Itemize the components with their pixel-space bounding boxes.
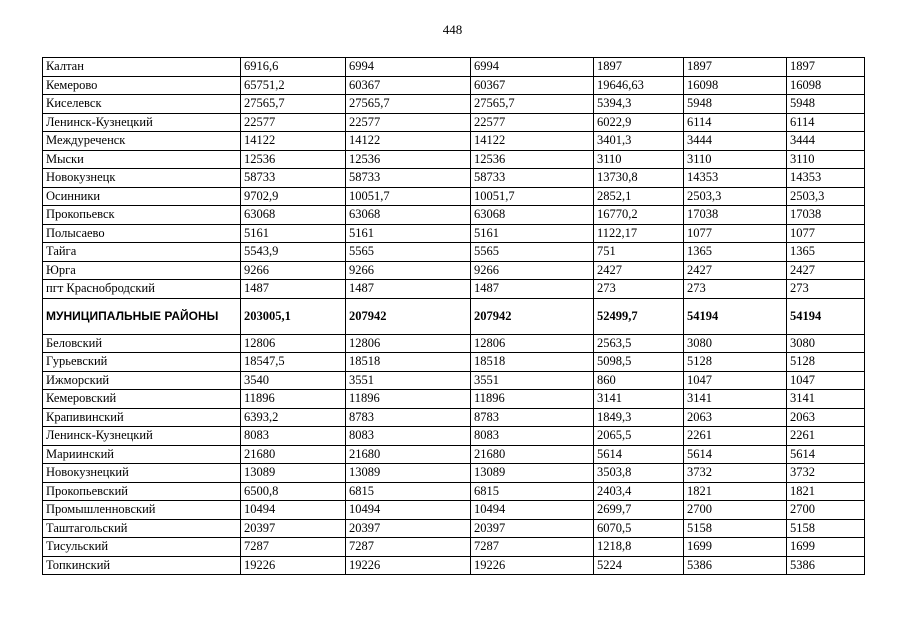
value-cell-v1: 8083	[241, 427, 346, 446]
row-name-cell: Новокузнецкий	[43, 464, 241, 483]
value-cell-v6: 1077	[787, 224, 865, 243]
value-cell-v4: 16770,2	[594, 206, 684, 225]
value-cell-v4: 1897	[594, 58, 684, 77]
value-cell-v6: 54194	[787, 298, 865, 334]
value-cell-v3: 6815	[471, 482, 594, 501]
table-row	[43, 427, 865, 446]
row-name-cell: Беловский	[43, 334, 241, 353]
row-name-cell: Ленинск-Кузнецкий	[43, 427, 241, 446]
value-cell-v4: 2563,5	[594, 334, 684, 353]
value-cell-v4: 3503,8	[594, 464, 684, 483]
value-cell-v5: 2261	[684, 427, 787, 446]
row-name-cell: Прокопьевск	[43, 206, 241, 225]
table-row	[43, 556, 865, 575]
value-cell-v1: 19226	[241, 556, 346, 575]
value-cell-v6: 1699	[787, 538, 865, 557]
row-name-cell: Юрга	[43, 261, 241, 280]
value-cell-v6: 3444	[787, 132, 865, 151]
value-cell-v2: 207942	[346, 298, 471, 334]
value-cell-v6: 5948	[787, 95, 865, 114]
table-row	[43, 408, 865, 427]
value-cell-v5: 3444	[684, 132, 787, 151]
value-cell-v4: 1122,17	[594, 224, 684, 243]
value-cell-v1: 5543,9	[241, 243, 346, 262]
value-cell-v1: 203005,1	[241, 298, 346, 334]
value-cell-v4: 3401,3	[594, 132, 684, 151]
value-cell-v3: 1487	[471, 280, 594, 299]
row-name-cell: Полысаево	[43, 224, 241, 243]
row-name-cell: Новокузнецк	[43, 169, 241, 188]
value-cell-v3: 18518	[471, 353, 594, 372]
value-cell-v6: 3141	[787, 390, 865, 409]
value-cell-v5: 5386	[684, 556, 787, 575]
value-cell-v4: 751	[594, 243, 684, 262]
value-cell-v3: 14122	[471, 132, 594, 151]
row-name-cell: Междуреченск	[43, 132, 241, 151]
table-row	[43, 243, 865, 262]
table-row	[43, 482, 865, 501]
value-cell-v6: 5158	[787, 519, 865, 538]
table-row	[43, 169, 865, 188]
value-cell-v3: 60367	[471, 76, 594, 95]
value-cell-v6: 2427	[787, 261, 865, 280]
row-name-cell: Киселевск	[43, 95, 241, 114]
value-cell-v1: 6500,8	[241, 482, 346, 501]
row-name-cell: Топкинский	[43, 556, 241, 575]
row-name-cell: Гурьевский	[43, 353, 241, 372]
value-cell-v4: 2699,7	[594, 501, 684, 520]
value-cell-v4: 3110	[594, 150, 684, 169]
value-cell-v5: 2700	[684, 501, 787, 520]
value-cell-v4: 3141	[594, 390, 684, 409]
value-cell-v2: 6994	[346, 58, 471, 77]
value-cell-v3: 22577	[471, 113, 594, 132]
value-cell-v6: 3080	[787, 334, 865, 353]
row-name-cell: Кемерово	[43, 76, 241, 95]
value-cell-v2: 12806	[346, 334, 471, 353]
value-cell-v3: 3551	[471, 371, 594, 390]
value-cell-v5: 14353	[684, 169, 787, 188]
value-cell-v4: 6070,5	[594, 519, 684, 538]
table-row	[43, 353, 865, 372]
value-cell-v5: 1047	[684, 371, 787, 390]
table-row	[43, 501, 865, 520]
value-cell-v2: 22577	[346, 113, 471, 132]
value-cell-v5: 16098	[684, 76, 787, 95]
value-cell-v4: 5224	[594, 556, 684, 575]
value-cell-v1: 11896	[241, 390, 346, 409]
value-cell-v2: 7287	[346, 538, 471, 557]
value-cell-v2: 19226	[346, 556, 471, 575]
value-cell-v2: 18518	[346, 353, 471, 372]
value-cell-v5: 54194	[684, 298, 787, 334]
value-cell-v2: 13089	[346, 464, 471, 483]
value-cell-v4: 19646,63	[594, 76, 684, 95]
value-cell-v6: 1821	[787, 482, 865, 501]
value-cell-v1: 9702,9	[241, 187, 346, 206]
row-name-cell: Мариинский	[43, 445, 241, 464]
table-row	[43, 113, 865, 132]
row-name-cell: Калтан	[43, 58, 241, 77]
value-cell-v5: 2503,3	[684, 187, 787, 206]
table-row	[43, 390, 865, 409]
value-cell-v1: 21680	[241, 445, 346, 464]
value-cell-v5: 1699	[684, 538, 787, 557]
value-cell-v3: 21680	[471, 445, 594, 464]
value-cell-v6: 6114	[787, 113, 865, 132]
value-cell-v3: 63068	[471, 206, 594, 225]
page-number: 448	[442, 22, 463, 37]
value-cell-v3: 12536	[471, 150, 594, 169]
value-cell-v6: 3110	[787, 150, 865, 169]
value-cell-v5: 6114	[684, 113, 787, 132]
table-row	[43, 538, 865, 557]
value-cell-v4: 5098,5	[594, 353, 684, 372]
value-cell-v6: 5614	[787, 445, 865, 464]
table-row	[43, 334, 865, 353]
row-name-cell: Мыски	[43, 150, 241, 169]
value-cell-v5: 5158	[684, 519, 787, 538]
value-cell-v2: 10051,7	[346, 187, 471, 206]
row-name-cell: Прокопьевский	[43, 482, 241, 501]
value-cell-v2: 11896	[346, 390, 471, 409]
value-cell-v5: 3080	[684, 334, 787, 353]
value-cell-v2: 8083	[346, 427, 471, 446]
value-cell-v5: 1365	[684, 243, 787, 262]
value-cell-v5: 3110	[684, 150, 787, 169]
value-cell-v1: 1487	[241, 280, 346, 299]
table-body	[43, 58, 865, 575]
value-cell-v1: 65751,2	[241, 76, 346, 95]
value-cell-v2: 9266	[346, 261, 471, 280]
value-cell-v3: 8083	[471, 427, 594, 446]
table-row-total	[43, 298, 865, 334]
value-cell-v3: 12806	[471, 334, 594, 353]
value-cell-v6: 2261	[787, 427, 865, 446]
value-cell-v6: 2063	[787, 408, 865, 427]
value-cell-v1: 14122	[241, 132, 346, 151]
value-cell-v1: 58733	[241, 169, 346, 188]
row-name-cell: Тисульский	[43, 538, 241, 557]
table-row	[43, 519, 865, 538]
value-cell-v4: 5614	[594, 445, 684, 464]
value-cell-v1: 12536	[241, 150, 346, 169]
value-cell-v6: 14353	[787, 169, 865, 188]
row-name-cell: МУНИЦИПАЛЬНЫЕ РАЙОНЫ	[43, 298, 241, 334]
value-cell-v2: 14122	[346, 132, 471, 151]
row-name-cell: Тайга	[43, 243, 241, 262]
value-cell-v6: 3732	[787, 464, 865, 483]
value-cell-v3: 8783	[471, 408, 594, 427]
value-cell-v2: 12536	[346, 150, 471, 169]
value-cell-v4: 13730,8	[594, 169, 684, 188]
value-cell-v4: 1849,3	[594, 408, 684, 427]
value-cell-v5: 2427	[684, 261, 787, 280]
row-name-cell: Крапивинский	[43, 408, 241, 427]
row-name-cell: пгт Краснобродский	[43, 280, 241, 299]
value-cell-v5: 17038	[684, 206, 787, 225]
value-cell-v4: 860	[594, 371, 684, 390]
value-cell-v4: 1218,8	[594, 538, 684, 557]
value-cell-v3: 27565,7	[471, 95, 594, 114]
value-cell-v1: 9266	[241, 261, 346, 280]
value-cell-v1: 12806	[241, 334, 346, 353]
table-row	[43, 280, 865, 299]
value-cell-v3: 6994	[471, 58, 594, 77]
row-name-cell: Ижморский	[43, 371, 241, 390]
table-row	[43, 58, 865, 77]
value-cell-v5: 3732	[684, 464, 787, 483]
table-row	[43, 224, 865, 243]
value-cell-v1: 10494	[241, 501, 346, 520]
value-cell-v5: 273	[684, 280, 787, 299]
value-cell-v1: 63068	[241, 206, 346, 225]
value-cell-v1: 3540	[241, 371, 346, 390]
value-cell-v5: 5128	[684, 353, 787, 372]
value-cell-v1: 5161	[241, 224, 346, 243]
value-cell-v2: 60367	[346, 76, 471, 95]
value-cell-v6: 2700	[787, 501, 865, 520]
value-cell-v5: 1077	[684, 224, 787, 243]
value-cell-v2: 8783	[346, 408, 471, 427]
value-cell-v3: 5161	[471, 224, 594, 243]
value-cell-v1: 22577	[241, 113, 346, 132]
value-cell-v4: 2427	[594, 261, 684, 280]
table-row	[43, 261, 865, 280]
value-cell-v3: 58733	[471, 169, 594, 188]
value-cell-v6: 1047	[787, 371, 865, 390]
table-row	[43, 206, 865, 225]
value-cell-v3: 10494	[471, 501, 594, 520]
value-cell-v2: 10494	[346, 501, 471, 520]
value-cell-v6: 1897	[787, 58, 865, 77]
value-cell-v4: 5394,3	[594, 95, 684, 114]
row-name-cell: Таштагольский	[43, 519, 241, 538]
value-cell-v5: 1821	[684, 482, 787, 501]
value-cell-v2: 5161	[346, 224, 471, 243]
value-cell-v2: 63068	[346, 206, 471, 225]
value-cell-v2: 6815	[346, 482, 471, 501]
value-cell-v3: 10051,7	[471, 187, 594, 206]
value-cell-v3: 7287	[471, 538, 594, 557]
row-name-cell: Осинники	[43, 187, 241, 206]
value-cell-v5: 2063	[684, 408, 787, 427]
row-name-cell: Ленинск-Кузнецкий	[43, 113, 241, 132]
value-cell-v3: 207942	[471, 298, 594, 334]
value-cell-v3: 13089	[471, 464, 594, 483]
value-cell-v6: 2503,3	[787, 187, 865, 206]
value-cell-v2: 1487	[346, 280, 471, 299]
value-cell-v2: 5565	[346, 243, 471, 262]
value-cell-v1: 18547,5	[241, 353, 346, 372]
value-cell-v3: 5565	[471, 243, 594, 262]
table-row	[43, 95, 865, 114]
row-name-cell: Промышленновский	[43, 501, 241, 520]
table-row	[43, 76, 865, 95]
value-cell-v1: 6393,2	[241, 408, 346, 427]
value-cell-v3: 20397	[471, 519, 594, 538]
value-cell-v5: 5948	[684, 95, 787, 114]
value-cell-v4: 2852,1	[594, 187, 684, 206]
value-cell-v3: 19226	[471, 556, 594, 575]
value-cell-v5: 5614	[684, 445, 787, 464]
value-cell-v1: 27565,7	[241, 95, 346, 114]
value-cell-v6: 17038	[787, 206, 865, 225]
value-cell-v6: 5128	[787, 353, 865, 372]
row-name-cell: Кемеровский	[43, 390, 241, 409]
value-cell-v1: 7287	[241, 538, 346, 557]
value-cell-v1: 13089	[241, 464, 346, 483]
value-cell-v2: 27565,7	[346, 95, 471, 114]
value-cell-v2: 21680	[346, 445, 471, 464]
value-cell-v2: 3551	[346, 371, 471, 390]
value-cell-v1: 6916,6	[241, 58, 346, 77]
table-row	[43, 132, 865, 151]
table-row	[43, 445, 865, 464]
value-cell-v4: 273	[594, 280, 684, 299]
table-row	[43, 371, 865, 390]
value-cell-v3: 9266	[471, 261, 594, 280]
table-row	[43, 150, 865, 169]
value-cell-v4: 6022,9	[594, 113, 684, 132]
value-cell-v4: 2065,5	[594, 427, 684, 446]
value-cell-v4: 52499,7	[594, 298, 684, 334]
value-cell-v4: 2403,4	[594, 482, 684, 501]
value-cell-v5: 1897	[684, 58, 787, 77]
value-cell-v6: 273	[787, 280, 865, 299]
value-cell-v3: 11896	[471, 390, 594, 409]
table-row	[43, 464, 865, 483]
value-cell-v6: 1365	[787, 243, 865, 262]
value-cell-v2: 20397	[346, 519, 471, 538]
table-row	[43, 187, 865, 206]
value-cell-v5: 3141	[684, 390, 787, 409]
value-cell-v6: 16098	[787, 76, 865, 95]
value-cell-v1: 20397	[241, 519, 346, 538]
value-cell-v6: 5386	[787, 556, 865, 575]
budget-table	[42, 57, 865, 575]
value-cell-v2: 58733	[346, 169, 471, 188]
